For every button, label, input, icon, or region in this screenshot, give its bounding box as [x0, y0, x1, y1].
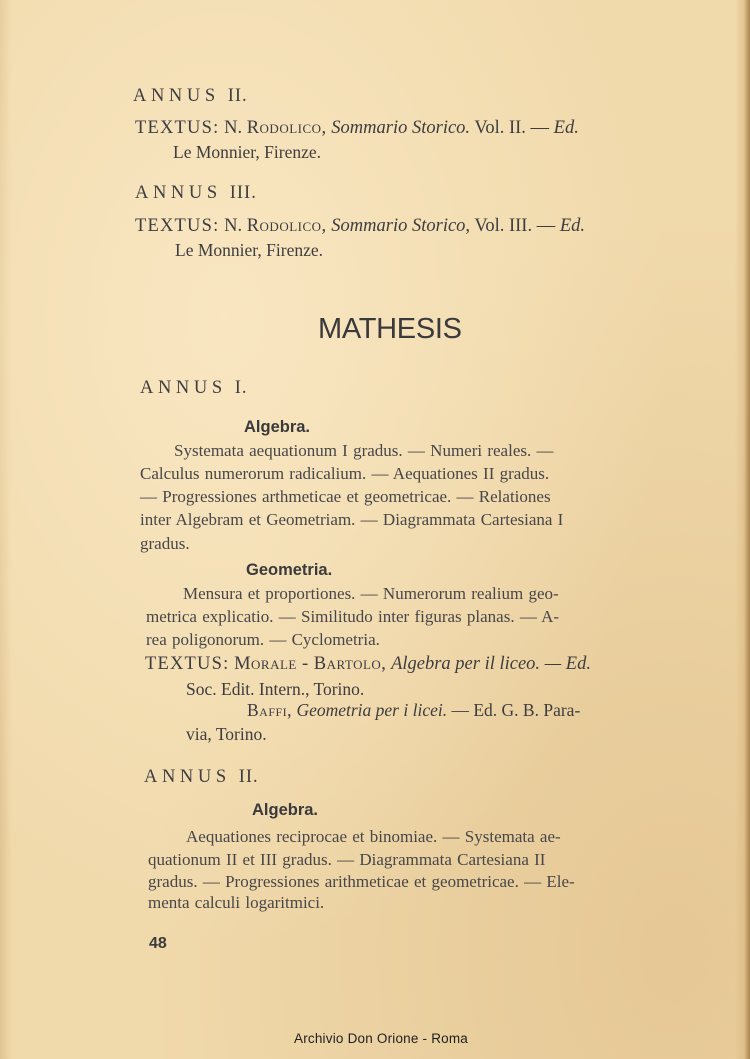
publisher-line: Le Monnier, Firenze. — [175, 240, 323, 260]
textus-label: TEXTUS: — [135, 216, 220, 236]
textus-label: TEXTUS: — [145, 654, 230, 674]
edition-label: Ed. — [559, 216, 586, 236]
textus-line-4 — [247, 700, 580, 721]
publisher-line: via, Torino. — [186, 724, 267, 744]
algebra-line: quationum II et III gradus. — Diagrammata Cartesiana II — [148, 850, 546, 869]
annus-label: ANNUS — [140, 378, 227, 398]
edition-label: — Ed. G. B. Para- — [451, 700, 581, 720]
archive-footer: Archivio Don Orione - Roma — [294, 1031, 469, 1046]
subheading-algebra: Algebra. — [244, 418, 311, 436]
volume: Vol. III. — — [474, 216, 556, 236]
algebra-line: Calculus numerorum radicalium. — Aequationes II gradus. — [140, 464, 550, 483]
subheading-algebra: Algebra. — [252, 801, 319, 819]
textus-line-3 — [145, 654, 591, 675]
annus-number: II. — [238, 767, 259, 787]
geometria-line: rea poligonorum. — Cyclometria. — [146, 630, 380, 649]
textus-label: TEXTUS: — [135, 118, 220, 138]
annus-ii-heading — [144, 767, 259, 788]
annus-i-heading — [140, 378, 248, 399]
page-number: 48 — [149, 935, 167, 952]
author-initial: N. — [224, 216, 243, 236]
textus-line-1 — [135, 118, 579, 139]
author-name: Baffi, — [247, 700, 293, 720]
author-name: Rodolico, — [246, 216, 327, 236]
geometria-line: metrica explicatio. — Similitudo inter figuras planas. — A- — [146, 607, 560, 626]
subheading-geometria: Geometria. — [246, 561, 333, 579]
annus-label: ANNUS — [135, 183, 222, 203]
geometria-line: Mensura et proportiones. — Numerorum realium geo- — [183, 584, 559, 603]
edition-label: — Ed. — [544, 654, 591, 674]
work-title: Sommario Storico. — [331, 118, 471, 138]
algebra-line: Aequationes reciprocae et binomiae. — Systemata ae- — [186, 827, 561, 846]
algebra-line: menta calculi logaritmici. — [148, 893, 325, 912]
annus-label: ANNUS — [133, 86, 220, 106]
author-name: Morale - Bartolo, — [234, 654, 387, 674]
annus-iii-heading — [135, 183, 257, 204]
author-initial: N. — [224, 118, 243, 138]
algebra-line: inter Algebram et Geometriam. — Diagrammata Cartesiana I — [140, 510, 564, 529]
algebra-line: gradus. — [140, 534, 190, 553]
publisher-line: Soc. Edit. Intern., Torino. — [186, 679, 365, 699]
page-edge-shadow — [744, 0, 750, 1059]
work-title: Geometria per i licei. — [296, 700, 448, 720]
annus-number: I. — [234, 378, 248, 398]
algebra-line: gradus. — Progressiones arithmeticae et geometricae. — Ele- — [148, 872, 575, 891]
work-title: Sommario Storico, — [331, 216, 471, 236]
section-title-mathesis: MATHESIS — [318, 313, 462, 345]
annus-number: II. — [227, 86, 248, 106]
textus-line-2 — [135, 216, 585, 237]
annus-number: III. — [229, 183, 257, 203]
algebra-line: — Progressiones arthmeticae et geometricae. — Relationes — [140, 487, 551, 506]
author-name: Rodolico, — [246, 118, 327, 138]
work-title: Algebra per il liceo. — [391, 654, 541, 674]
algebra-line: Systemata aequationum I gradus. — Numeri reales. — — [174, 441, 554, 460]
publisher-line: Le Monnier, Firenze. — [173, 142, 321, 162]
annus-ii-heading — [133, 86, 248, 107]
annus-label: ANNUS — [144, 767, 231, 787]
edition-label: Ed. — [553, 118, 579, 138]
volume: Vol. II. — — [474, 118, 550, 138]
